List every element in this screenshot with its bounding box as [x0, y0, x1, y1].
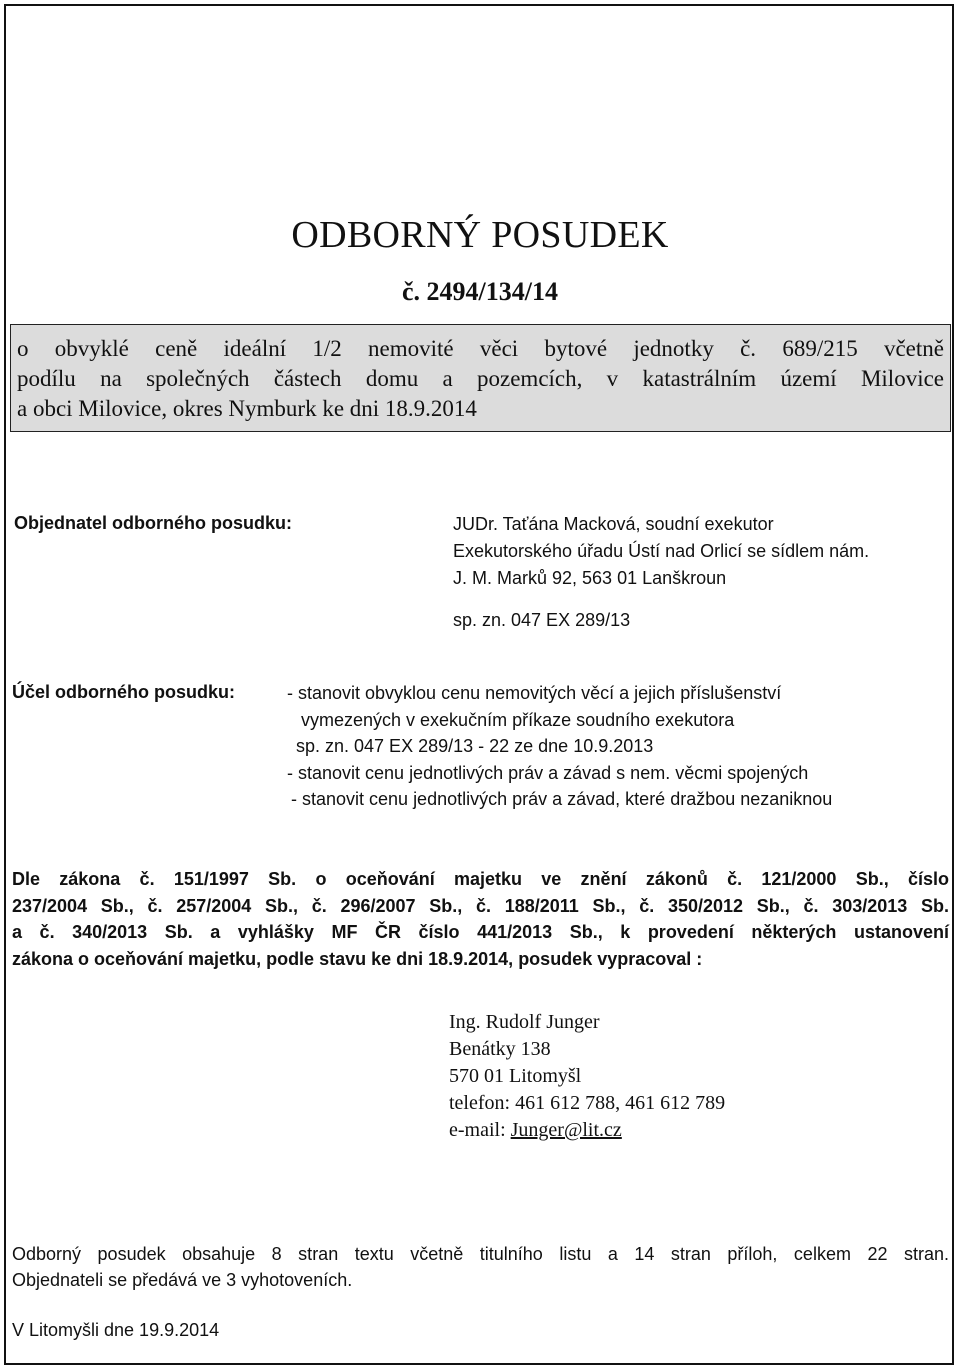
purpose-item: - stanovit cenu jednotlivých práv a závad, které dražbou nezaniknou — [291, 789, 833, 809]
client-office: Exekutorského úřadu Ústí nad Orlicí se sídlem nám. — [453, 541, 870, 561]
email-label: e-mail: — [449, 1119, 511, 1141]
client-name: JUDr. Taťána Macková, soudní exekutor — [453, 514, 774, 534]
author-name: Ing. Rudolf Junger — [449, 1011, 600, 1033]
purpose-item: - stanovit obvyklou cenu nemovitých věcí a jejich příslušenství — [287, 683, 782, 703]
author-block — [449, 1009, 725, 1144]
footer-note — [12, 1241, 949, 1293]
legal-basis-line: Dle zákona č. 151/1997 Sb. o oceňování majetku ve znění zákonů č. 121/2000 Sb., číslo — [12, 869, 949, 889]
place-date: V Litomyšli dne 19.9.2014 — [12, 1320, 220, 1340]
legal-basis-line: zákona o oceňování majetku, podle stavu ke dni 18.9.2014, posudek vypracoval : — [12, 948, 703, 969]
document-title: ODBORNÝ POSUDEK — [291, 214, 669, 256]
legal-basis-line: 237/2004 Sb., č. 257/2004 Sb., č. 296/2007 Sb., č. 188/2011 Sb., č. 350/2012 Sb., č. 303/2013 Sb. — [12, 895, 949, 916]
footer-line: Objednateli se předává ve 3 vyhotoveních. — [12, 1270, 353, 1290]
purpose-item: vymezených v exekučním příkaze soudního exekutora — [301, 709, 735, 730]
subject-line: o obvyklé ceně ideální 1/2 nemovité věci bytové jednotky č. 689/215 včetně — [17, 336, 944, 361]
purpose-list — [287, 680, 832, 813]
legal-basis — [12, 866, 949, 972]
author-city: 570 01 Litomyšl — [449, 1065, 582, 1087]
client-address: J. M. Marků 92, 563 01 Lanškroun — [453, 568, 727, 588]
subject-line: a obci Milovice, okres Nymburk ke dni 18.9.2014 — [17, 396, 477, 421]
author-phone: telefon: 461 612 788, 461 612 789 — [449, 1092, 726, 1114]
footer-line: Odborný posudek obsahuje 8 stran textu včetně titulního listu a 14 stran příloh, celkem 22 stran. — [12, 1244, 949, 1264]
subject-line: podílu na společných částech domu a pozemcích, v katastrálním území Milovice — [17, 366, 944, 391]
author-email-row — [449, 1117, 725, 1144]
client-label: Objednatel odborného posudku: — [14, 513, 292, 533]
subject-box — [10, 324, 951, 432]
legal-basis-line: a č. 340/2013 Sb. a vyhlášky MF ČR číslo 441/2013 Sb., k provedení některých ustanovení — [12, 922, 949, 942]
author-street: Benátky 138 — [449, 1038, 551, 1060]
document-number: č. 2494/134/14 — [402, 277, 558, 306]
reference-number: sp. zn. 047 EX 289/13 — [453, 610, 631, 630]
purpose-label: Účel odborného posudku: — [12, 682, 235, 702]
purpose-item: - stanovit cenu jednotlivých práv a závad s nem. věcmi spojených — [287, 762, 809, 783]
purpose-item: sp. zn. 047 EX 289/13 - 22 ze dne 10.9.2013 — [296, 736, 654, 756]
client-info — [453, 511, 869, 592]
email-link[interactable]: Junger@lit.cz — [510, 1119, 622, 1141]
